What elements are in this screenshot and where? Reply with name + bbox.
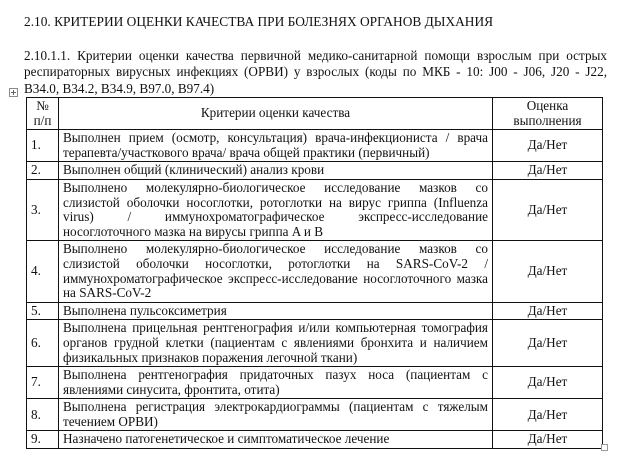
grade-value: Да/Нет (493, 179, 603, 240)
table-row (27, 179, 603, 240)
row-number: 3. (27, 179, 59, 240)
criterion-text (59, 431, 493, 449)
row-number: 9. (27, 431, 59, 449)
criterion-line: Выполнено молекулярно-биологическое исследование мазков со (63, 241, 488, 257)
criterion-line: течением ОРВИ) (63, 413, 158, 429)
row-number: 4. (27, 241, 59, 302)
table-move-handle-icon[interactable] (9, 88, 18, 97)
criterion-line: терапевта/участкового врача/ врача общей практики (первичный) (63, 144, 430, 160)
criterion-text (59, 367, 493, 399)
criterion-line: носоглоточного мазка на вирусы гриппа A и B (63, 223, 324, 239)
table-row (27, 399, 603, 431)
intro-line: B34.0, B34.2, B34.9, B97.0, B97.4) (24, 80, 215, 96)
header-grade (493, 98, 603, 130)
criterion-line: на SARS-CoV-2 (63, 285, 152, 301)
grade-value: Да/Нет (493, 302, 603, 320)
criterion-line: Выполнена рентгенография придаточных пазух носа (пациентам с (63, 367, 488, 383)
criterion-line: Выполнено молекулярно-биологическое исследование мазков со (63, 179, 488, 195)
row-number: 8. (27, 399, 59, 431)
grade-value: Да/Нет (493, 367, 603, 399)
criterion-line: явлениями синусита, фронтита, отита) (63, 381, 280, 397)
table-header-row (27, 98, 603, 130)
criteria-table (26, 97, 603, 449)
header-grade-line: выполнения (513, 112, 582, 128)
table-row (27, 320, 603, 367)
criterion-line: слизистой оболочки носоглотки, ротоглотки на SARS-CoV-2 / (63, 255, 488, 271)
intro-line: 2.10.1.1. Критерии оценки качества первичной медико-санитарной помощи взрослым при острых (24, 48, 607, 63)
criterion-text (59, 399, 493, 431)
table-row (27, 241, 603, 302)
table-row (27, 130, 603, 162)
header-criterion: Критерии оценки качества (59, 98, 493, 130)
criterion-line: Выполнен прием (осмотр, консультация) врача-инфекциониста / врача (63, 130, 488, 146)
grade-value: Да/Нет (493, 130, 603, 162)
table-row (27, 367, 603, 399)
intro-line: респираторных вирусных инфекциях (ОРВИ) у взрослых (коды по МКБ - 10: J00 - J06, J20 - J22, (24, 64, 607, 80)
criterion-line: органов грудной клетки (пациентам с явлениями бронхита и наличием (63, 334, 488, 350)
criterion-line: иммунохроматографическое экспресс-исследование носоглоточного мазка (63, 270, 488, 286)
criterion-line: Выполнена прицельная рентгенография и/или компьютерная томография (63, 320, 488, 336)
grade-value: Да/Нет (493, 320, 603, 367)
criterion-text (59, 302, 493, 320)
header-number-line: № (36, 98, 49, 113)
criterion-line: Выполнена регистрация электрокардиограммы (пациентам с тяжелым (63, 399, 488, 415)
row-number: 1. (27, 130, 59, 162)
criterion-line: Назначено патогенетическое и симптоматическое лечение (63, 431, 390, 447)
table-row (27, 431, 603, 449)
criterion-line: Выполнена пульсоксиметрия (63, 302, 227, 318)
row-number: 2. (27, 162, 59, 180)
table-row (27, 162, 603, 180)
header-grade-line: Оценка (526, 98, 569, 113)
criterion-line: физикальных признаков поражения легочной ткани) (63, 349, 358, 365)
criterion-text (59, 241, 493, 302)
row-number: 5. (27, 302, 59, 320)
criterion-line: слизистой оболочки носоглотки, ротоглотки на вирус гриппа (Influenza (63, 194, 488, 210)
row-number: 7. (27, 367, 59, 399)
table-row (27, 302, 603, 320)
criterion-text (59, 162, 493, 180)
grade-value: Да/Нет (493, 162, 603, 180)
criterion-text (59, 320, 493, 367)
criterion-line: Выполнен общий (клинический) анализ крови (63, 162, 325, 178)
subsection-intro (24, 48, 607, 97)
criterion-line: virus) / иммунохроматографическое экспресс-исследование (63, 209, 488, 225)
grade-value: Да/Нет (493, 399, 603, 431)
criterion-text (59, 179, 493, 240)
row-number: 6. (27, 320, 59, 367)
grade-value: Да/Нет (493, 241, 603, 302)
header-number-line: п/п (33, 112, 52, 128)
grade-value: Да/Нет (493, 431, 603, 449)
table-resize-handle-icon[interactable] (601, 444, 608, 451)
header-number (27, 98, 59, 130)
criterion-text (59, 130, 493, 162)
section-heading: 2.10. КРИТЕРИИ ОЦЕНКИ КАЧЕСТВА ПРИ БОЛЕЗНЯХ ОРГАНОВ ДЫХАНИЯ (24, 14, 494, 29)
